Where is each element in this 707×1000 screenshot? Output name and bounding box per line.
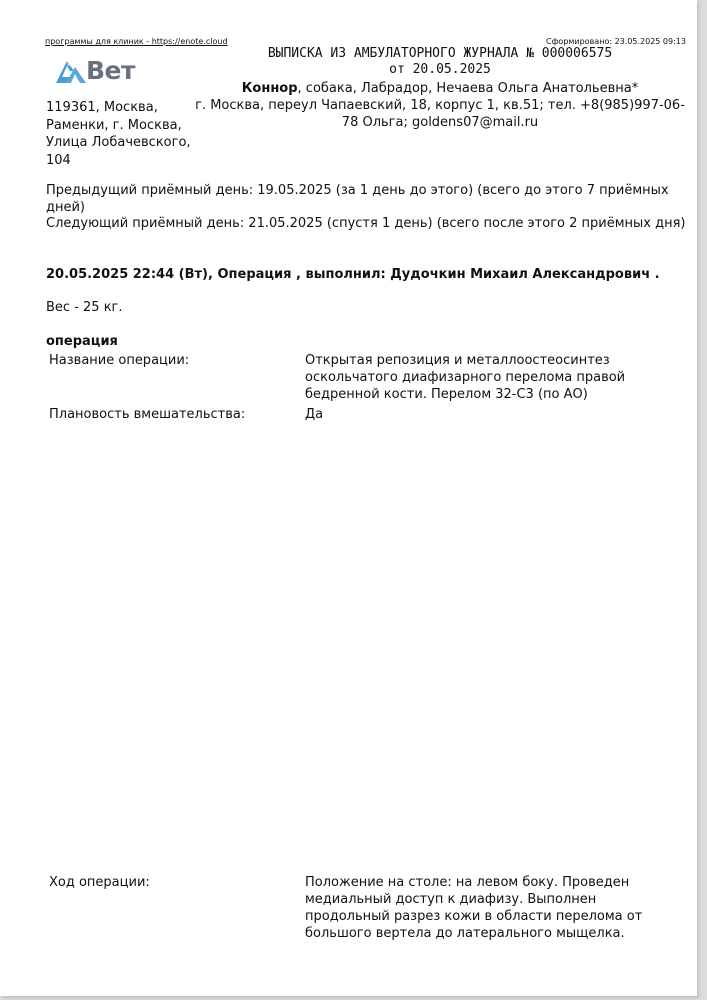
document-title-line1: ВЫПИСКА ИЗ АМБУЛАТОРНОГО ЖУРНАЛА № 000006575 [267, 46, 613, 61]
logo-wordmark: Вет [86, 56, 136, 85]
previous-visit-day: Предыдущий приёмный день: 19.05.2025 (за 1 день до этого) (всего до этого 7 приёмных дней) [46, 183, 669, 215]
document-title-line2: от 20.05.2025 [389, 62, 491, 77]
visit-days [46, 183, 686, 233]
operation-course-label: Ход операции: [49, 875, 150, 890]
operation-name-value: Открытая репозиция и металлоостеосинтез оскольчатого диафизарного перелома правой бедренной кости. Перелом 32-С3 (по АО) [305, 353, 626, 402]
clinic-logo [54, 56, 135, 86]
planned-label: Плановость вмешательства: [49, 407, 246, 422]
document-title [195, 46, 685, 78]
header-source-link[interactable]: программы для клиник - https://enote.cloud [45, 37, 228, 46]
patient-info [195, 80, 685, 131]
operation-section-title: операция [46, 334, 118, 349]
patient-weight: Вес - 25 кг. [46, 300, 123, 315]
header-generated-timestamp: Сформировано: 23.05.2025 09:13 [546, 37, 686, 46]
next-visit-day: Следующий приёмный день: 21.05.2025 (спустя 1 день) (всего после этого 2 приёмных дня) [46, 216, 686, 231]
operation-name-label: Название операции: [49, 353, 190, 368]
clinic-address: 119361, Москва, Раменки, г. Москва, Улица Лобачевского, 104 [46, 100, 191, 168]
patient-details: , собака, Лабрадор, Нечаева Ольга Анатольевна* [297, 81, 639, 96]
patient-name: Коннор [241, 81, 298, 96]
owner-contact: г. Москва, переул Чапаевский, 18, корпус 1, кв.51; тел. +8(985)997-06-78 Ольга; goldens07@mail.ru [195, 98, 685, 130]
patient-summary [195, 80, 685, 97]
entry-heading: 20.05.2025 22:44 (Вт), Операция , выполнил: Дудочкин Михаил Александрович . [46, 267, 660, 282]
mountain-a-logo-icon [54, 57, 88, 85]
planned-value: Да [305, 407, 324, 422]
operation-course-value: Положение на столе: на левом боку. Проведен медиальный доступ к диафизу. Выполнен продольный разрез кожи в области перелома от большого вертела до латерального мыщелка. [305, 875, 643, 941]
